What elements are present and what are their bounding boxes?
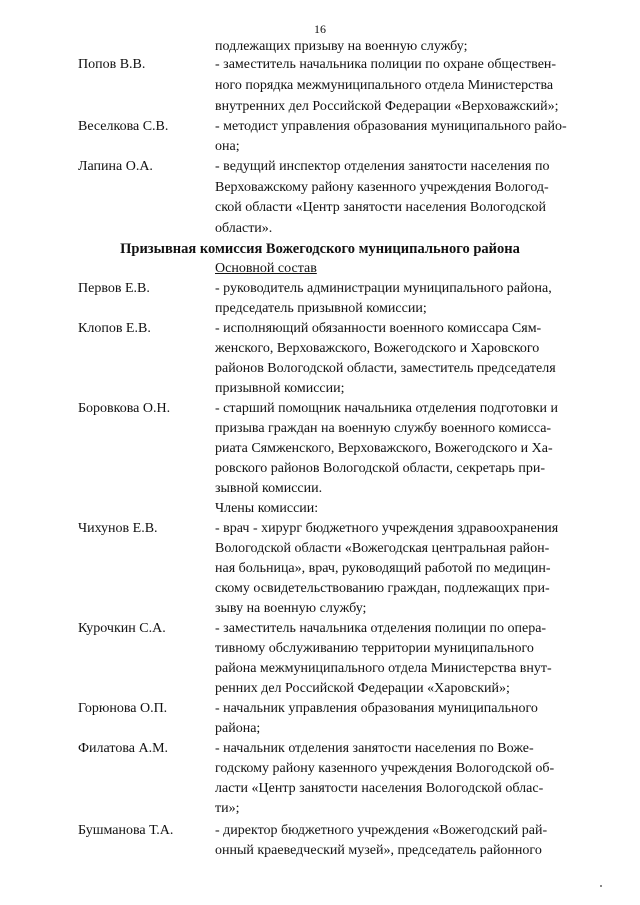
person-role-line: - старший помощник начальника отделения подготовки и — [215, 401, 558, 416]
person-role-line: ровского районов Вологодской области, секретарь при- — [215, 461, 546, 476]
members-label: Члены комиссии: — [215, 501, 319, 516]
person-role-line: района межмуниципального отдела Министерства внут- — [215, 661, 552, 676]
person-role-line: - начальник отделения занятости населения по Воже- — [215, 741, 534, 756]
person-role-line: - заместитель начальника полиции по охране обществен- — [215, 57, 557, 72]
page-number: 16 — [314, 22, 326, 36]
person-role-line: Вологодской области «Вожегодская центральная район- — [215, 541, 550, 556]
commission-title: Призывная комиссия Вожегодского муниципального района — [120, 241, 520, 257]
intro-line: подлежащих призыву на военную службу; — [215, 39, 468, 54]
person-role-line: районов Вологодской области, заместитель председателя — [215, 361, 556, 376]
person-role-line: тивному обслуживанию территории муниципального — [215, 641, 534, 656]
person-role-line: - методист управления образования муниципального райо- — [215, 119, 567, 134]
person-name: Курочкин С.А. — [78, 621, 166, 636]
person-role-line: ная больница», врач, руководящий работой по медицин- — [215, 561, 551, 576]
person-name: Бушманова Т.А. — [78, 823, 174, 838]
person-role-line: ренних дел Российской Федерации «Харовский»; — [215, 681, 510, 696]
person-role-line: женского, Верховажского, Вожегодского и Харовского — [215, 341, 540, 356]
person-role-line: - заместитель начальника отделения полиции по опера- — [215, 621, 547, 636]
person-name: Клопов Е.В. — [78, 321, 151, 336]
person-role-line: призывной комиссии; — [215, 381, 345, 396]
person-name: Первов Е.В. — [78, 281, 150, 296]
person-role-line: ти»; — [215, 801, 240, 816]
person-role-line: ской области «Центр занятости населения Вологодской — [215, 200, 546, 215]
person-role-line: зывной комиссии. — [215, 481, 323, 496]
person-role-line: - директор бюджетного учреждения «Вожегодский рай- — [215, 823, 548, 838]
person-name: Веселкова С.В. — [78, 119, 169, 134]
person-role-line: председатель призывной комиссии; — [215, 301, 427, 316]
person-role-line: района; — [215, 721, 261, 736]
person-role-line: внутренних дел Российской Федерации «Верховажский»; — [215, 99, 559, 114]
person-role-line: риата Сямженского, Верховажского, Вожегодского и Ха- — [215, 441, 553, 456]
person-name: Филатова А.М. — [78, 741, 169, 756]
person-role-line: ного порядка межмуниципального отдела Министерства — [215, 78, 554, 93]
person-role-line: призыва граждан на военную службу военного комисса- — [215, 421, 552, 436]
person-role-line: - руководитель администрации муниципального района, — [215, 281, 552, 296]
person-role-line: Верховажскому району казенного учреждения Вологод- — [215, 180, 549, 195]
person-role-line: ласти «Центр занятости населения Вологодской облас- — [215, 781, 544, 796]
person-role-line: годскому району казенного учреждения Вологодской об- — [215, 761, 555, 776]
person-name: Боровкова О.Н. — [78, 401, 171, 416]
person-role-line: зыву на военную службу; — [215, 601, 367, 616]
main-composition-label: Основной состав — [215, 261, 317, 276]
person-role-line: она; — [215, 139, 240, 154]
person-role-line: онный краеведческий музей», председатель районного — [215, 843, 542, 858]
person-role-line: скому освидетельствованию граждан, подлежащих при- — [215, 581, 550, 596]
scan-speck — [600, 885, 602, 887]
person-name: Лапина О.А. — [78, 159, 153, 174]
person-role-line: - ведущий инспектор отделения занятости населения по — [215, 159, 550, 174]
person-role-line: - исполняющий обязанности военного комиссара Сям- — [215, 321, 542, 336]
person-name: Попов В.В. — [78, 57, 146, 72]
person-name: Горюнова О.П. — [78, 701, 168, 716]
person-role-line: - начальник управления образования муниципального — [215, 701, 538, 716]
person-name: Чихунов Е.В. — [78, 521, 158, 536]
person-role-line: - врач - хирург бюджетного учреждения здравоохранения — [215, 521, 559, 536]
person-role-line: области». — [215, 221, 273, 236]
